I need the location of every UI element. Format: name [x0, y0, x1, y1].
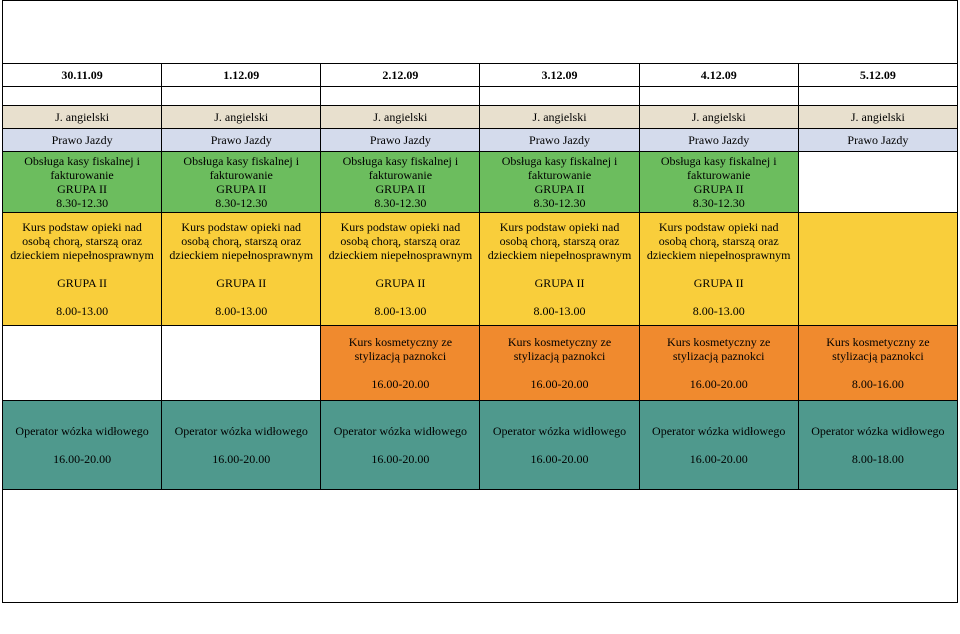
kasa-cell	[162, 152, 321, 213]
time-label: 16.00-20.00	[530, 452, 589, 466]
course-name: Obsługa kasy fiskalnej i	[501, 154, 618, 168]
course-name: Kurs kosmetyczny ze	[348, 335, 453, 349]
course-name: fakturowanie	[527, 168, 592, 182]
kosmetyczny-cell	[480, 326, 639, 401]
group-label: GRUPA II	[534, 182, 585, 196]
course-name: Kurs podstaw opieki nad	[181, 220, 302, 234]
blank-cell	[321, 87, 480, 106]
prawo-jazdy-cell: Prawo Jazdy	[639, 129, 798, 152]
date-cell: 2.12.09	[321, 64, 480, 87]
date-cell: 4.12.09	[639, 64, 798, 87]
course-name: dzieckiem niepełnosprawnym	[328, 248, 473, 262]
operator-cell	[162, 401, 321, 490]
course-name: Kurs podstaw opieki nad	[340, 220, 461, 234]
empty-cell	[3, 326, 162, 401]
course-name: Operator wózka widłowego	[652, 424, 786, 438]
time-label: 8.00-13.00	[533, 304, 586, 318]
course-name: dzieckiem niepełnosprawnym	[169, 248, 314, 262]
time-label: 8.30-12.30	[692, 196, 745, 210]
date-cell: 30.11.09	[3, 64, 162, 87]
time-label: 8.00-13.00	[692, 304, 745, 318]
course-name: stylizacją paznokci	[832, 349, 924, 363]
course-name: Operator wózka widłowego	[811, 424, 945, 438]
time-label: 16.00-20.00	[212, 452, 271, 466]
group-label: GRUPA II	[216, 276, 267, 290]
blank-cell	[3, 87, 162, 106]
operator-cell	[3, 401, 162, 490]
course-name: osobą chorą, starszą oraz	[22, 234, 143, 248]
blank-cell	[3, 490, 958, 603]
opieka-cell	[321, 213, 480, 326]
time-label: 16.00-20.00	[53, 452, 112, 466]
course-name: dzieckiem niepełnosprawnym	[646, 248, 791, 262]
blank-row-top	[3, 1, 958, 64]
empty-cell	[162, 326, 321, 401]
course-name: Kurs kosmetyczny ze	[667, 335, 771, 349]
prawo-jazdy-cell: Prawo Jazdy	[3, 129, 162, 152]
angielski-cell: J. angielski	[639, 106, 798, 129]
group-label: GRUPA II	[375, 182, 426, 196]
opieka-cell	[162, 213, 321, 326]
time-label: 8.00-13.00	[374, 304, 427, 318]
blank-cell	[162, 87, 321, 106]
time-label: 16.00-20.00	[530, 377, 589, 391]
time-label: 8.00-18.00	[851, 452, 904, 466]
course-name: Operator wózka widłowego	[333, 424, 468, 438]
course-name: Kurs podstaw opieki nad	[658, 220, 779, 234]
opieka-row	[3, 213, 958, 326]
angielski-cell: J. angielski	[3, 106, 162, 129]
prawo-jazdy-cell: Prawo Jazdy	[162, 129, 321, 152]
course-name: stylizacją paznokci	[354, 349, 447, 363]
time-label: 8.30-12.30	[533, 196, 586, 210]
course-name: Kurs kosmetyczny ze	[826, 335, 930, 349]
course-name: osobą chorą, starszą oraz	[181, 234, 302, 248]
course-name: Kurs podstaw opieki nad	[22, 220, 142, 234]
date-row	[3, 64, 958, 87]
opieka-cell	[639, 213, 798, 326]
empty-cell	[798, 152, 957, 213]
kasa-cell	[639, 152, 798, 213]
course-name: osobą chorą, starszą oraz	[658, 234, 779, 248]
course-name: Operator wózka widłowego	[492, 424, 627, 438]
course-name: Kurs podstaw opieki nad	[499, 220, 620, 234]
prawo-jazdy-cell: Prawo Jazdy	[480, 129, 639, 152]
course-name: fakturowanie	[50, 168, 114, 182]
group-label: GRUPA II	[57, 182, 108, 196]
course-name: dzieckiem niepełnosprawnym	[487, 248, 632, 262]
time-label: 16.00-20.00	[689, 452, 748, 466]
prawo-jazdy-cell: Prawo Jazdy	[798, 129, 957, 152]
kosmetyczny-cell	[321, 326, 480, 401]
time-label: 16.00-20.00	[689, 377, 748, 391]
time-label: 8.30-12.30	[374, 196, 427, 210]
operator-cell	[798, 401, 957, 490]
group-label: GRUPA II	[534, 276, 585, 290]
group-label: GRUPA II	[375, 276, 426, 290]
schedule-table	[2, 0, 958, 603]
kasa-cell	[3, 152, 162, 213]
prawo-jazdy-cell: Prawo Jazdy	[321, 129, 480, 152]
course-name: Obsługa kasy fiskalnej i	[342, 154, 459, 168]
time-label: 8.30-12.30	[56, 196, 109, 210]
date-cell: 5.12.09	[798, 64, 957, 87]
kasa-row	[3, 152, 958, 213]
angielski-cell: J. angielski	[798, 106, 957, 129]
course-name: Operator wózka widłowego	[15, 424, 149, 438]
opieka-cell	[3, 213, 162, 326]
operator-cell	[639, 401, 798, 490]
course-name: Obsługa kasy fiskalnej i	[183, 154, 300, 168]
time-label: 16.00-20.00	[371, 377, 430, 391]
course-name: stylizacją paznokci	[672, 349, 765, 363]
time-label: 16.00-20.00	[371, 452, 430, 466]
group-label: GRUPA II	[693, 182, 744, 196]
operator-row	[3, 401, 958, 490]
time-label: 8.00-13.00	[56, 304, 109, 318]
opieka-cell-empty	[798, 213, 957, 326]
group-label: GRUPA II	[57, 276, 108, 290]
course-name: fakturowanie	[687, 168, 751, 182]
course-name: dzieckiem niepełnosprawnym	[10, 248, 154, 262]
time-label: 8.00-13.00	[215, 304, 268, 318]
kosmetyczny-cell	[798, 326, 957, 401]
group-label: GRUPA II	[693, 276, 744, 290]
date-cell: 3.12.09	[480, 64, 639, 87]
opieka-cell	[480, 213, 639, 326]
blank-cell	[639, 87, 798, 106]
prawo-jazdy-row	[3, 129, 958, 152]
blank-cell	[480, 87, 639, 106]
course-name: osobą chorą, starszą oraz	[340, 234, 461, 248]
blank-row-bottom	[3, 490, 958, 603]
angielski-cell: J. angielski	[321, 106, 480, 129]
course-name: stylizacją paznokci	[513, 349, 606, 363]
kasa-cell	[480, 152, 639, 213]
kosmetyczny-cell	[639, 326, 798, 401]
course-name: Obsługa kasy fiskalnej i	[660, 154, 777, 168]
operator-cell	[480, 401, 639, 490]
time-label: 8.30-12.30	[215, 196, 268, 210]
angielski-cell: J. angielski	[162, 106, 321, 129]
group-label: GRUPA II	[216, 182, 267, 196]
course-name: Operator wózka widłowego	[174, 424, 308, 438]
time-label: 8.00-16.00	[851, 377, 904, 391]
angielski-row	[3, 106, 958, 129]
course-name: fakturowanie	[368, 168, 433, 182]
course-name: osobą chorą, starszą oraz	[499, 234, 620, 248]
kasa-cell	[321, 152, 480, 213]
blank-cell	[3, 1, 958, 64]
blank-cell	[798, 87, 957, 106]
course-name: Kurs kosmetyczny ze	[507, 335, 612, 349]
operator-cell	[321, 401, 480, 490]
course-name: fakturowanie	[209, 168, 273, 182]
angielski-cell: J. angielski	[480, 106, 639, 129]
course-name: Obsługa kasy fiskalnej i	[24, 154, 140, 168]
kosmetyczny-row	[3, 326, 958, 401]
date-cell: 1.12.09	[162, 64, 321, 87]
blank-row-after-dates	[3, 87, 958, 106]
